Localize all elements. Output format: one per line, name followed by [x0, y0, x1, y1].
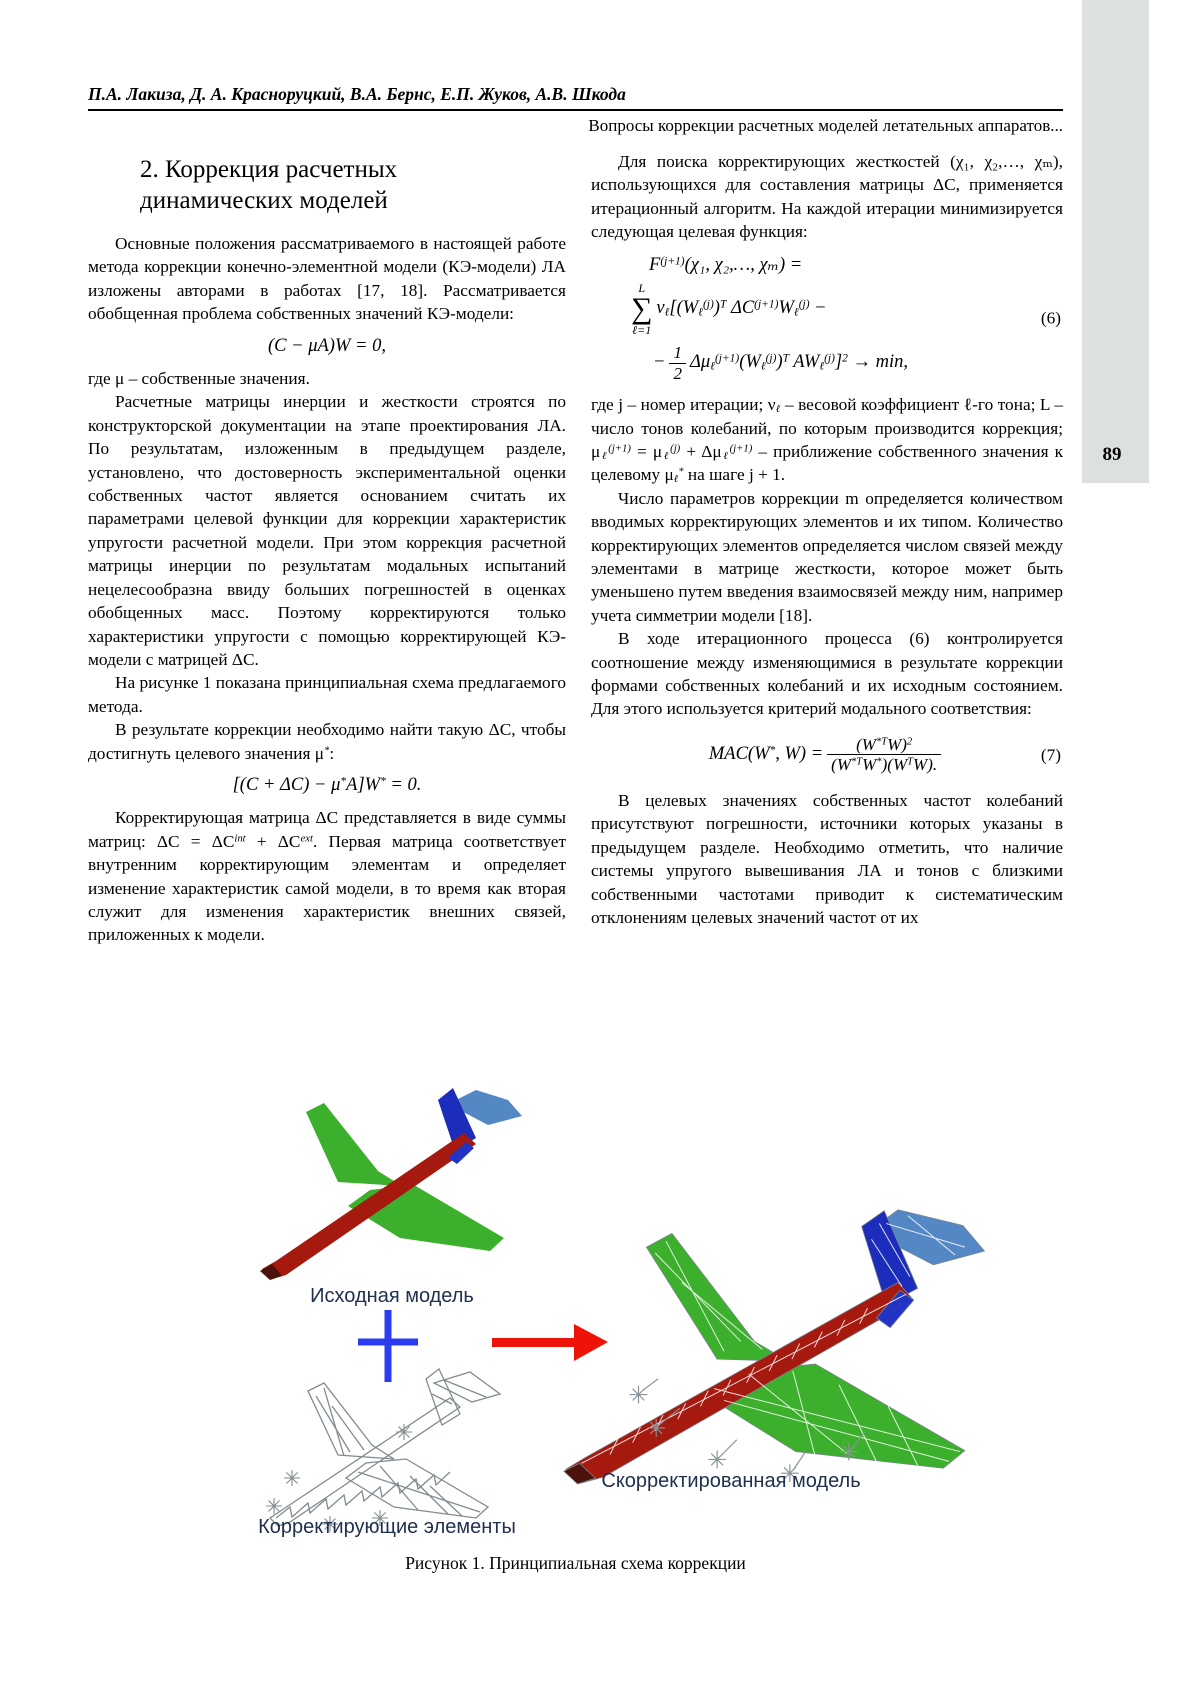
paragraph: где μ – собственные значения. — [88, 369, 310, 389]
left-column — [88, 150, 566, 947]
right-column — [591, 150, 1063, 929]
figure-label-corrective: Корректирующие элементы — [258, 1516, 516, 1538]
math-sup: ext — [300, 832, 313, 845]
equation-7 — [591, 735, 1063, 775]
paragraph: В ходе итерационного процесса (6) контролируется соотношение между изменяющимися в результате коррекции формами собственных колебаний и их исходным состоянием. Для этого используется критерий модального соответствия: — [591, 629, 1063, 719]
math-fragment: + ΔC — [245, 831, 301, 851]
corrected-model-image — [552, 1192, 1014, 1487]
heading-line: динамических моделей — [140, 187, 388, 214]
equation-6-line2 — [591, 282, 1063, 336]
equation-6 — [591, 254, 1063, 384]
paragraph: Число параметров коррекции m определяется количеством вводимых корректирующих элементов и их типом. Количество корректирующих элементов определяется числом связей между элементами в матрице жесткости, которое может быть уменьшено путем введения взаимосвязей между ним, например учета симметрии модели [18]. — [591, 488, 1063, 625]
math-fragment: = 0. — [385, 774, 422, 795]
paragraph — [88, 806, 566, 946]
wire-stabilizer — [434, 1372, 500, 1402]
math-fragment: . Первая матрица соответствует внутренним корректирующим элементам и определяет изменение характеристик самой модели, в то время как вторая служит для изменения характеристик внешних связей, приложенных к модели. — [88, 831, 566, 945]
left-wing — [646, 1233, 788, 1361]
paragraph: Основные положения рассматриваемого в настоящей работе метода коррекции конечно-элементной модели (КЭ-модели) ЛА изложены авторами в работах [17, 18]. Рассматривается обобщенная проблема собственных значений КЭ-модели: — [88, 234, 566, 324]
math-fragment: Корректирующая матрица ΔC представляется в виде суммы матриц: ΔC = ΔC — [88, 808, 566, 851]
page-number: 89 — [1102, 444, 1122, 465]
paragraph: На рисунке 1 показана принципиальная схема предлагаемого метода. — [88, 673, 566, 716]
wire-left-wing — [308, 1383, 394, 1459]
header-rule — [88, 109, 1063, 111]
figure-label-corrected: Скорректированная модель — [601, 1470, 861, 1492]
paragraph — [88, 718, 566, 765]
math-sup: * — [380, 775, 386, 788]
equation-eigenproblem: (C − μA)W = 0, — [267, 335, 386, 356]
math-fragment: : — [329, 743, 335, 763]
math-fragment: В результате коррекции необходимо найти такую ΔC, чтобы достигнуть целевого значения μ — [88, 720, 566, 763]
left-wing — [306, 1103, 402, 1186]
equation-6-line3 — [591, 343, 1063, 383]
math-fragment: A]W — [346, 774, 381, 795]
math-fragment: F — [649, 254, 661, 275]
wire-fin — [426, 1369, 460, 1425]
math-sup: * — [340, 775, 347, 788]
corrective-elements-image — [258, 1360, 513, 1535]
math-fragment: где j – номер итерации; ν — [591, 395, 776, 415]
math-fragment: $\nu_\ell[(W_\ell^{(j)})^T$ $\Delta C^{(j+1)}W_\ell^{(j)}$ − — [656, 298, 827, 319]
paragraph: В целевых значениях собственных частот колебаний присутствуют погрешности, источники которых указаны в предыдущем разделе. Необходимо отметить, что наличие системы упругого вывешивания ЛА и тонов с близкими собственными частотами приводит к систематическим отклонениям целевых значений частот от их — [591, 790, 1063, 927]
right-wing — [348, 1185, 504, 1251]
paragraph: где j – номер итерации; $\nu_\ell$ – весовой коэффициент ℓ-го тона; L – число тонов колебаний, по которым производится коррекция; $\mu_\ell^{(j+1)} = \mu_\ell^{(j)} + \Delta\mu_\ell^{(j+1)}$ – приближение собственного значения к целевому $\mu_\ell^*$ на шаге j + 1. — [591, 395, 1063, 486]
figure-label-original: Исходная модель — [310, 1285, 474, 1307]
math-fragment: (χ₁, χ₂,…, χₘ) = — [684, 254, 803, 275]
math-sup: int — [234, 832, 246, 845]
equation-number: (7) — [1040, 745, 1061, 765]
paragraph: Для поиска корректирующих жесткостей (χ₁, χ₂,…, χₘ), использующихся для составления матрицы ΔC, применяется итерационный алгоритм. На каждой итерации минимизируется следующая целевая функция: — [591, 152, 1063, 242]
math-sup: (j+1) — [660, 254, 685, 267]
equation-target — [88, 774, 566, 797]
math-fragment: − — [653, 352, 666, 373]
math-fragment: $\Delta\mu_\ell^{(j+1)}(W_\ell^{(j)})^T$ $AW_\ell^{(j)}]^2 \to \min$, — [690, 352, 908, 373]
equation-number: (6) — [1040, 308, 1061, 328]
equation-6-line1 — [591, 254, 1063, 277]
heading-line: 2. Коррекция расчетных — [140, 156, 398, 183]
margin-bar — [1082, 0, 1149, 483]
sigma-symbol: ∑ — [631, 292, 653, 326]
math-fragment: MAC(W*, W) = — [708, 744, 824, 765]
running-head: Вопросы коррекции расчетных моделей летательных аппаратов... — [588, 116, 1063, 135]
sum-operator: L ∑ ℓ=1 — [631, 281, 653, 338]
authors-line: П.А. Лакиза, Д. А. Красноруцкий, В.А. Бернс, Е.П. Жуков, А.В. Шкода — [88, 84, 626, 104]
paragraph: Расчетные матрицы инерции и жесткости строятся по конструкторской документации на этапе проектирования ЛА. По результатам, изложенным в предыдущем разделе, установлено, что достоверность экспериментальной оценки собственных частот является основанием считать их параметрами целевой функции для коррекции характеристик упругости расчетной модели. При этом коррекция расчетной матрицы инерции по результатам модальных испытаний нецелесообразна ввиду больших погрешностей в оценках обобщенных масс. Поэтому корректируются только характеристики упругости с помощью корректирующей КЭ-модели с матрицей ΔC. — [88, 392, 566, 669]
fraction: $\frac{(W^{*T}W)^2}{(W^{*T}W^*)(W^TW).}$ — [827, 735, 941, 775]
math-fragment: [(C + ΔC) − μ — [232, 774, 341, 795]
wire-fuselage — [270, 1398, 460, 1526]
fraction: $\frac{1}{2}$ — [669, 343, 686, 383]
section-heading — [88, 154, 566, 216]
original-model-image — [252, 1078, 532, 1288]
figure-caption: Рисунок 1. Принципиальная схема коррекции — [405, 1553, 746, 1573]
math-sup: * — [324, 744, 330, 757]
